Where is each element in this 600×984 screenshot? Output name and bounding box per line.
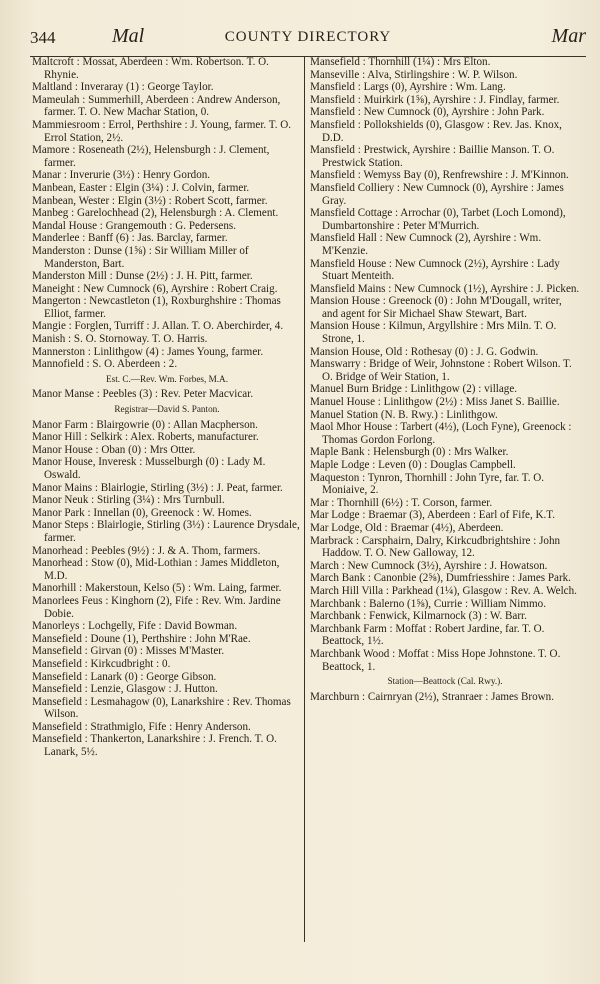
directory-entry: Mangie : Forglen, Turriff : J. Allan. T. O. Aberchirder, 4.	[32, 320, 284, 333]
directory-entry: Manorlees Feus : Kinghorn (2), Fife : Rev. Wm. Jardine Dobie.	[32, 594, 281, 620]
directory-entry: Manor Manse : Peebles (3) : Rev. Peter Macvicar.	[32, 388, 254, 401]
directory-entry: Manorhead : Stow (0), Mid-Lothian : James Middleton, M.D.	[32, 557, 280, 582]
directory-entry: Manor Neuk : Stirling (3¼) : Mrs Turnbull.	[32, 494, 225, 507]
directory-entry: Manor House : Oban (0) : Mrs Otter.	[32, 443, 196, 456]
directory-entry: Mansefield : Strathmiglo, Fife : Henry Anderson.	[32, 720, 251, 733]
directory-entry: Manuel Burn Bridge : Linlithgow (2) : village.	[310, 383, 518, 396]
directory-entry: March Hill Villa : Parkhead (1¼), Glasgow : Rev. A. Welch.	[310, 584, 577, 597]
directory-entry: Manor Steps : Blairlogie, Stirling (3½) : Laurence Drysdale, farmer.	[32, 519, 300, 544]
directory-entry: Mar : Thornhill (6½) : T. Corson, farmer.	[310, 496, 493, 509]
directory-entry: Marchbank : Balerno (1⅝), Currie : William Nimmo.	[310, 597, 546, 610]
directory-entry: Maple Lodge : Leven (0) : Douglas Campbell.	[310, 459, 516, 471]
directory-entry: Mansfield : New Cumnock (0), Ayrshire : John Park.	[310, 106, 545, 119]
directory-entry: Mansfield : Muirkirk (1⅝), Ayrshire : J. Findlay, farmer.	[310, 93, 560, 106]
directory-entry: Mar Lodge : Braemar (3), Aberdeen : Earl of Fife, K.T.	[310, 509, 555, 522]
directory-entry: Mansion House, Old : Rothesay (0) : J. G. Godwin.	[310, 345, 539, 358]
directory-entry: Mansfield Hall : New Cumnock (2), Ayrshire : Wm. M'Kenzie.	[310, 232, 542, 257]
directory-entry: Mannerston : Linlithgow (4) : James Young, farmer.	[32, 345, 264, 358]
directory-entry: Mansfield Colliery : New Cumnock (0), Ayrshire : James Gray.	[310, 181, 564, 207]
directory-entry: Mansion House : Kilmun, Argyllshire : Mrs Miln. T. O. Strone, 1.	[310, 320, 557, 346]
directory-entry: Manorhead : Peebles (9½) : J. & A. Thom, farmers.	[32, 544, 261, 557]
directory-entry: Manderlee : Banff (6) : Jas. Barclay, farmer.	[32, 232, 228, 245]
directory-entry: Marchburn : Cairnryan (2½), Stranraer : James Brown.	[310, 690, 554, 703]
directory-entry: Mansefield : Lenzie, Glasgow : J. Hutton.	[32, 683, 218, 696]
directory-entry: Maneight : New Cumnock (6), Ayrshire : Robert Craig.	[32, 282, 278, 295]
directory-entry: Manar : Inverurie (3½) : Henry Gordon.	[32, 169, 211, 182]
directory-entry: Maple Bank : Helensburgh (0) : Mrs Walker.	[310, 446, 509, 459]
directory-entry: Manseville : Alva, Stirlingshire : W. P. Wilson.	[310, 68, 518, 81]
left-column	[32, 56, 302, 759]
directory-entry: Maqueston : Tynron, Thornhill : John Tyre, far. T. O. Moniaive, 2.	[310, 471, 545, 497]
directory-entry: Manor Park : Innellan (0), Greenock : W. Homes.	[32, 506, 252, 519]
directory-entry: Mandal House : Grangemouth : G. Pedersens.	[32, 219, 236, 232]
registrar-note: Registrar—David S. Panton.	[114, 404, 220, 415]
right-column	[310, 56, 580, 703]
station-note: Station—Beattock (Cal. Rwy.).	[387, 676, 503, 687]
directory-entry: Mansfield Cottage : Arrochar (0), Tarbet (Loch Lomond), Dumbartonshire : Peter M'Murrich.	[310, 207, 566, 232]
directory-entry: Mansefield : Thornhill (1¼) : Mrs Elton.	[310, 56, 491, 68]
directory-entry: Manor House, Inveresk : Musselburgh (0) : Lady M. Oswald.	[32, 456, 266, 481]
directory-entry: Marchbank Wood : Moffat : Miss Hope Johnstone. T. O. Beattock, 1.	[310, 647, 561, 673]
directory-entry: Manor Farm : Blairgowrie (0) : Allan Macpherson.	[32, 418, 258, 431]
directory-entry: Marbrack : Carsphairn, Dalry, Kirkcudbrightshire : John Haddow. T. O. New Galloway, 12.	[310, 534, 561, 560]
directory-entry: Manderston : Dunse (1⅝) : Sir William Miller of Manderston, Bart.	[32, 244, 249, 270]
directory-entry: Manorleys : Lochgelly, Fife : David Bowman.	[32, 620, 238, 633]
directory-entry: Manbean, Wester : Elgin (3½) : Robert Scott, farmer.	[32, 194, 268, 207]
directory-entry: Mansion House : Greenock (0) : John M'Dougall, writer, and agent for Sir Michael Shaw Stewart, Bart.	[310, 295, 562, 320]
directory-entry: Manswarry : Bridge of Weir, Johnstone : Robert Wilson. T. O. Bridge of Weir Station, 1.	[310, 358, 572, 383]
directory-entry: Mansefield : Girvan (0) : Misses M'Master.	[32, 645, 225, 658]
directory-entry: March : New Cumnock (3½), Ayrshire : J. Howatson.	[310, 559, 548, 572]
directory-entry: Mannofield : S. O. Aberdeen : 2.	[32, 358, 178, 371]
directory-entry: March Bank : Canonbie (2⅝), Dumfriesshire : James Park.	[310, 572, 571, 585]
directory-entry: Manor Mains : Blairlogie, Stirling (3½) : J. Peat, farmer.	[32, 481, 283, 494]
directory-entry: Manuel Station (N. B. Rwy.) : Linlithgow.	[310, 408, 498, 421]
directory-entry: Manderston Mill : Dunse (2½) : J. H. Pitt, farmer.	[32, 270, 253, 283]
directory-entry: Maol Mhor House : Tarbert (4½), (Loch Fyne), Greenock : Thomas Gordon Forlong.	[310, 421, 572, 446]
column-divider	[304, 56, 305, 942]
page-number: 344	[30, 28, 56, 47]
directory-entry: Marchbank Farm : Moffat : Robert Jardine, far. T. O. Beattock, 1½.	[310, 622, 545, 648]
directory-entry: Maltland : Inveraray (1) : George Taylor.	[32, 81, 214, 94]
directory-entry: Mansefield : Lanark (0) : George Gibson.	[32, 670, 217, 683]
left-running-head: Mal	[112, 25, 145, 47]
directory-entry: Mamore : Roseneath (2½), Helensburgh : J. Clement, farmer.	[32, 144, 270, 169]
directory-entry: Mansfield : Pollokshields (0), Glasgow : Rev. Jas. Knox, D.D.	[310, 118, 562, 144]
directory-entry: Mansfield Mains : New Cumnock (1½), Ayrshire : J. Picken.	[310, 282, 580, 295]
directory-entry: Mansfield : Prestwick, Ayrshire : Baillie Manson. T. O. Prestwick Station.	[310, 144, 555, 169]
church-note: Est. C.—Rev. Wm. Forbes, M.A.	[106, 373, 228, 384]
directory-entry: Mansefield : Thankerton, Lanarkshire : J. French. T. O. Lanark, 5½.	[32, 733, 277, 759]
directory-entry: Manorhill : Makerstoun, Kelso (5) : Wm. Laing, farmer.	[32, 582, 282, 595]
directory-entry: Mameulah : Summerhill, Aberdeen : Andrew Anderson, farmer. T. O. New Machar Station, 0.	[32, 93, 281, 119]
directory-entry: Mansfield : Wemyss Bay (0), Renfrewshire : J. M'Kinnon.	[310, 169, 569, 182]
directory-entry: Manish : S. O. Stornoway. T. O. Harris.	[32, 333, 208, 346]
directory-entry: Mansfield House : New Cumnock (2½), Ayrshire : Lady Stuart Menteith.	[310, 257, 560, 283]
directory-entry: Mansefield : Doune (1), Perthshire : John M'Rae.	[32, 632, 251, 645]
directory-entry: Maltcroft : Mossat, Aberdeen : Wm. Robertson. T. O. Rhynie.	[32, 56, 269, 81]
directory-entry: Mar Lodge, Old : Braemar (4½), Aberdeen.	[310, 521, 504, 534]
page-header	[30, 24, 586, 52]
directory-entry: Manbean, Easter : Elgin (3¼) : J. Colvin, farmer.	[32, 181, 250, 194]
directory-entry: Mansfield : Largs (0), Ayrshire : Wm. Lang.	[310, 81, 506, 94]
directory-entry: Mansefield : Lesmahagow (0), Lanarkshire : Rev. Thomas Wilson.	[32, 695, 291, 721]
directory-entry: Manuel House : Linlithgow (2½) : Miss Janet S. Baillie.	[310, 396, 560, 409]
directory-entry: Manbeg : Garelochhead (2), Helensburgh : A. Clement.	[32, 207, 279, 220]
directory-entry: Mansefield : Kirkcudbright : 0.	[32, 657, 171, 670]
right-running-head: Mar	[551, 25, 586, 47]
page-title: COUNTY DIRECTORY	[224, 29, 392, 45]
directory-entry: Mammiesroom : Errol, Perthshire : J. Young, farmer. T. O. Errol Station, 2½.	[32, 118, 292, 144]
directory-entry: Manor Hill : Selkirk : Alex. Roberts, manufacturer.	[32, 431, 259, 444]
directory-entry: Marchbank : Fenwick, Kilmarnock (3) : W. Barr.	[310, 610, 527, 623]
directory-entry: Mangerton : Newcastleton (1), Roxburghshire : Thomas Elliot, farmer.	[32, 295, 281, 320]
